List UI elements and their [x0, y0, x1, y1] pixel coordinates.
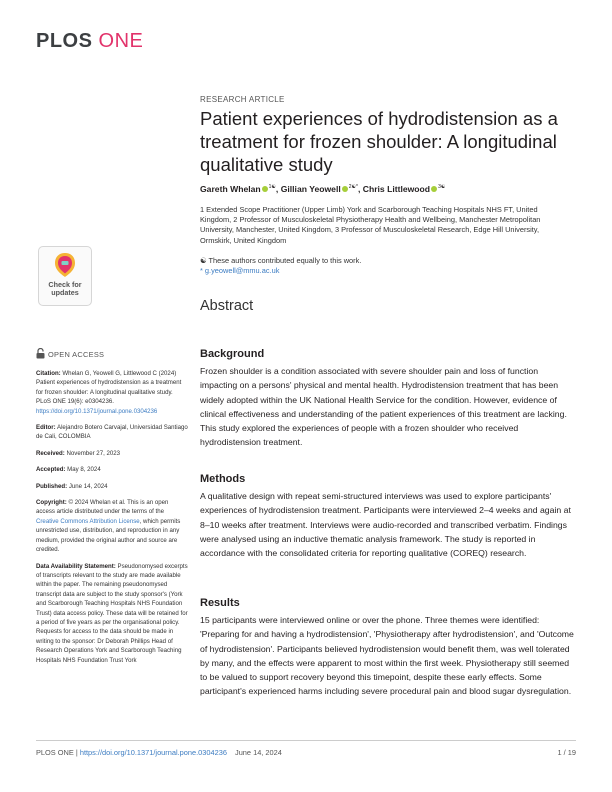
- section-heading-background: Background: [200, 348, 265, 360]
- page-footer: PLOS ONE | https://doi.org/10.1371/journal.pone.0304236 June 14, 2024 1 / 19: [36, 748, 576, 757]
- page-number: 1 / 19: [557, 748, 576, 757]
- accepted-label: Accepted:: [36, 466, 66, 474]
- footer-doi-link[interactable]: https://doi.org/10.1371/journal.pone.0304236: [79, 748, 227, 757]
- copyright-text: © 2024 Whelan et al. This is an open access article distributed under the terms of the: [36, 499, 169, 516]
- section-text-results: 15 participants were interviewed online or over the phone. Three themes were identified: 'Preparing for and having a hydrodistension', 'Physiotherapy after hydrodistension', and 'Outcome of hydrodistension'. Participants believed hydrodistension would benefit them, was well tolerated by many, and the effects were apparent to most within the first week. Physiotherapy still seemed to be valued to support recovery beyond this timepoint, despite these early effects. Some participant's experienced harms including severe procedural pain and blood sugar dysregulation.: [200, 615, 574, 697]
- affiliations: 1 Extended Scope Practitioner (Upper Limb) York and Scarborough Teaching Hospitals NHS FT, United Kingdom, 2 Professor of Musculoskeletal Physiotherapy Health and Wellbeing, Manchester Metropolitan University, Manchester, United Kingdom, 3 Professor of Musculoskeletal Research, Edge Hill University, Ormskirk, United Kingdom: [200, 205, 541, 245]
- copyright-label: Copyright:: [36, 499, 67, 507]
- equal-contribution-note: ☯ These authors contributed equally to this work.: [200, 256, 362, 265]
- data-availability-text: Pseudonomysed excerpts of transcripts relevant to the study are made available within the paper. The remaining pseudonomysed transcript data are subject to the study sponsor's (York and Scarborough Teaching Hospitals NHS Foundation Trust) data access policy. These data will be retained for a period of five years as per the organisational policy. Requests for access to the data should be made in writing to the sponsor: Dr Deborah Phillips Head of Research Operations York and Scarborough Teaching Hospitals NHS Foundation Trust York: [36, 562, 188, 664]
- abstract-heading: Abstract: [200, 298, 254, 314]
- check-for-updates-button[interactable]: [38, 246, 92, 306]
- received-label: Received:: [36, 449, 65, 457]
- editor-text: Alejandro Botero Carvajal, Universidad Santiago de Cali, COLOMBIA: [36, 424, 188, 441]
- data-availability-block: [36, 562, 188, 665]
- accepted-date: May 8, 2024: [67, 466, 101, 474]
- published-date: June 14, 2024: [68, 482, 108, 490]
- author-name[interactable]: Gareth Whelan: [200, 184, 261, 194]
- citation-block: [36, 369, 188, 416]
- copyright-block: [36, 498, 188, 554]
- citation-text: Whelan G, Yeowell G, Littlewood C (2024) Patient experiences of hydrodistension as a treatment for frozen shoulder: A longitudinal qualitative study. PLoS ONE 19(6): e0304236.: [36, 370, 182, 406]
- footer-divider: [36, 740, 576, 741]
- section-heading-methods: Methods: [200, 473, 246, 485]
- citation-doi-link[interactable]: https://doi.org/10.1371/journal.pone.0304236: [36, 407, 158, 415]
- published-label: Published:: [36, 482, 68, 490]
- author-list: Gareth Whelan $^{1☯}$, Gillian Yeowell $^{2☯*}$, Chris Littlewood $^{3☯}$: [200, 184, 446, 194]
- author-notes: [200, 256, 570, 276]
- article-metadata-sidebar: [36, 369, 188, 672]
- logo-one: ONE: [98, 30, 144, 52]
- check-for-updates-label: Check for updates: [48, 280, 82, 298]
- section-text-background: Frozen shoulder is a condition associated with severe shoulder pain and loss of function impacting on a persons' physical and mental health. Hydrodistension treatment that has been widely adopted within the UK National Health Service for the condition. However, evidence of clinical effectiveness and understanding of the patient experiences of this treatment are lacking. This study explored the experiences of people with a frozen shoulder who received hydrodistension treatment.: [200, 366, 567, 448]
- open-access-badge: [36, 348, 104, 359]
- received-date: November 27, 2023: [66, 449, 121, 457]
- journal-logo[interactable]: [36, 30, 143, 53]
- editor-block: [36, 423, 188, 442]
- author-name[interactable]: Gillian Yeowell: [280, 184, 341, 194]
- author-affiliation-marker: 3☯: [438, 184, 446, 191]
- open-access-label: OPEN ACCESS: [48, 350, 105, 359]
- footer-date: June 14, 2024: [235, 748, 282, 757]
- author-affiliation-marker: 2☯*: [348, 184, 358, 191]
- editor-label: Editor:: [36, 424, 56, 432]
- check-for-updates-icon: [53, 252, 77, 278]
- article-type: RESEARCH ARTICLE: [200, 95, 285, 104]
- open-lock-icon: [36, 348, 45, 359]
- copyright-text-continued: , which permits unrestricted use, distribution, and reproduction in any medium, provided the original author and source are credited.: [36, 517, 181, 554]
- logo-plos: PLOS: [36, 30, 93, 52]
- orcid-icon[interactable]: [342, 186, 348, 192]
- article-title: Patient experiences of hydrodistension as a treatment for frozen shoulder: A longitudinal qualitative study: [200, 108, 558, 175]
- license-link[interactable]: Creative Commons Attribution License: [36, 517, 140, 525]
- author-affiliation-marker: 1☯: [268, 184, 276, 191]
- corresponding-email-link[interactable]: * g.yeowell@mmu.ac.uk: [200, 265, 280, 275]
- section-text-methods: A qualitative design with repeat semi-structured interviews was used to explore participants' experiences of hydrodistension treatment. Participants were interviewed 2–4 weeks and again at 8–10 weeks after treatment. Interviews were audio-recorded and transcribed verbatim. Findings were analysed using an inductive thematic analysis framework. The study is reported in accordance with the consolidated criteria for reporting qualitative (COREQ) research.: [200, 491, 571, 559]
- data-availability-label: Data Availability Statement:: [36, 562, 116, 570]
- author-name[interactable]: Chris Littlewood: [362, 184, 431, 194]
- received-block: [36, 449, 188, 458]
- section-heading-results: Results: [200, 597, 240, 609]
- citation-label: Citation:: [36, 370, 61, 377]
- orcid-icon[interactable]: [262, 186, 268, 192]
- published-block: [36, 482, 188, 491]
- accepted-block: [36, 465, 188, 474]
- footer-journal: PLOS ONE: [36, 748, 74, 757]
- orcid-icon[interactable]: [431, 186, 437, 192]
